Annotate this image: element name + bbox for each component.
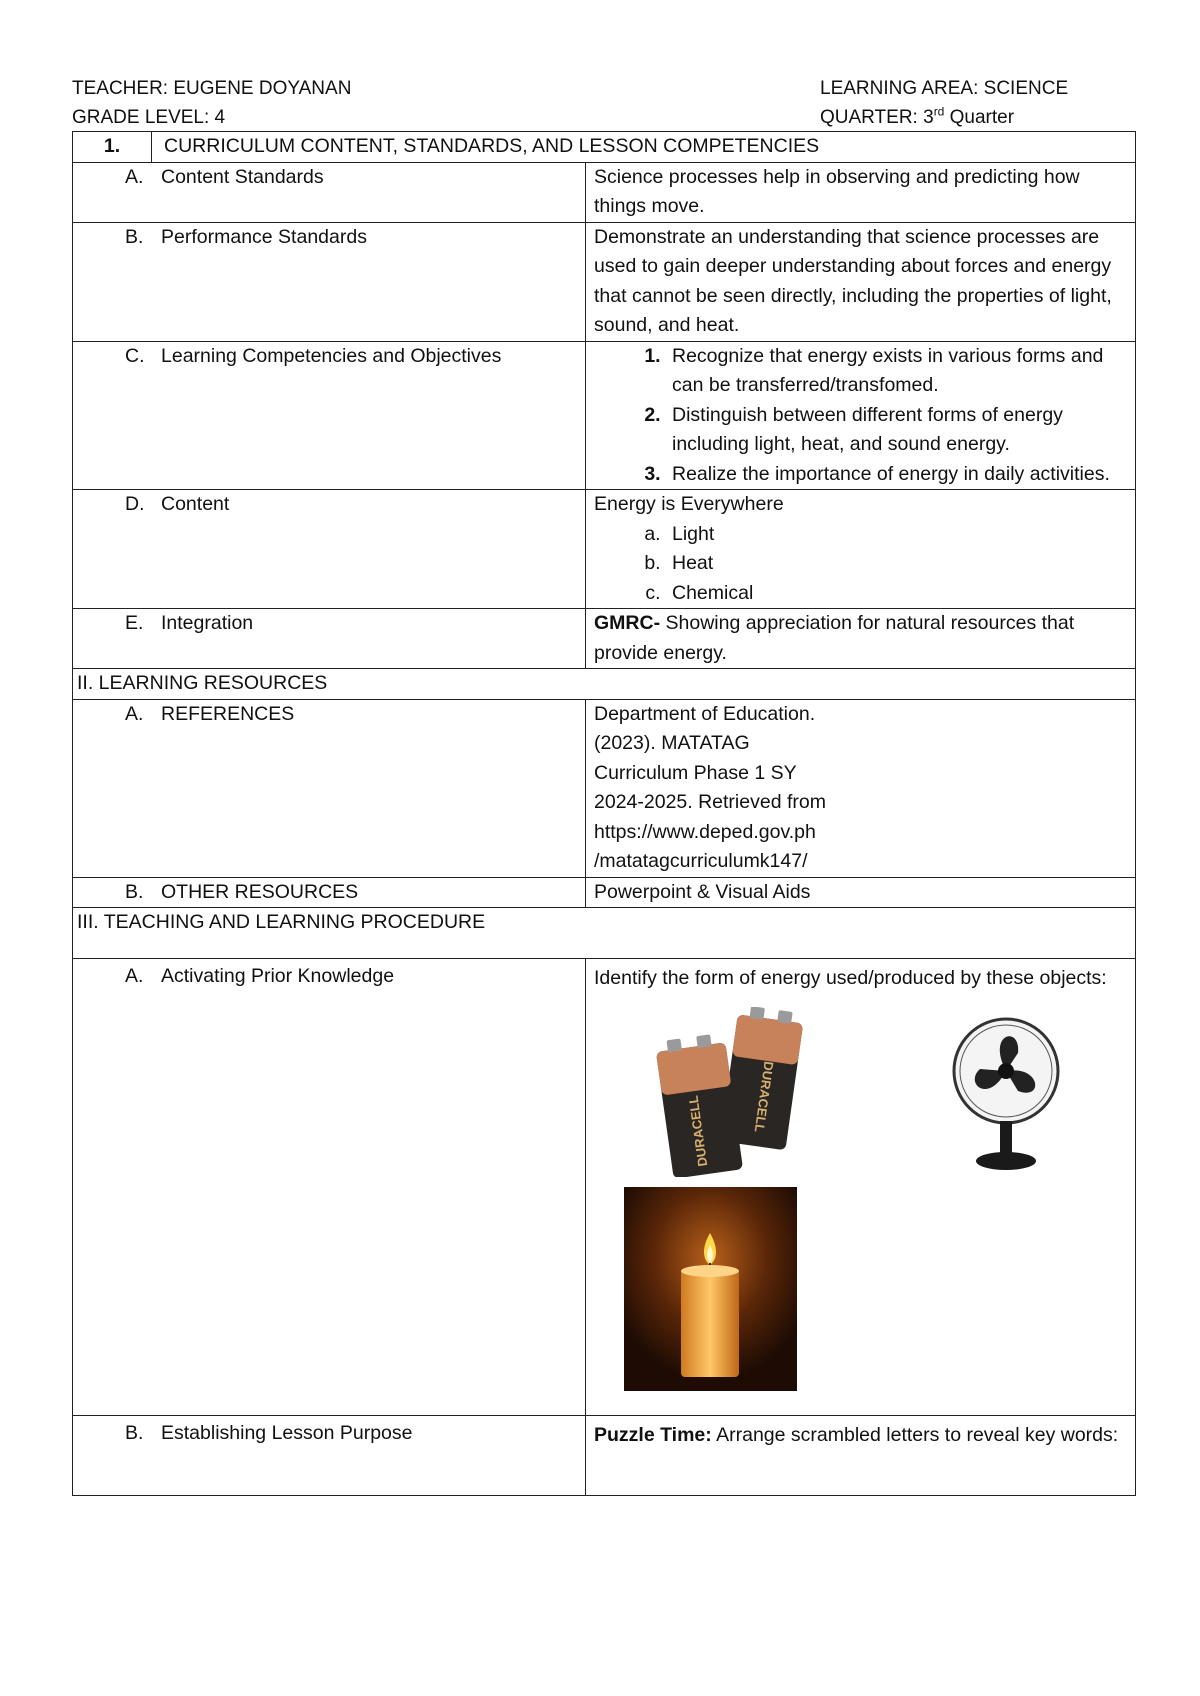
- row-label: Integration: [161, 612, 254, 634]
- section3-header-row: [73, 908, 1136, 959]
- section1-header-row: [73, 132, 1136, 163]
- learning-area-label: LEARNING AREA: SCIENCE: [820, 78, 1069, 99]
- performance-standards-row: [73, 222, 1136, 341]
- objective-item: 2. Distinguish between different forms of energy including light, heat, and sound energy.: [666, 401, 1127, 460]
- section1-title: CURRICULUM CONTENT, STANDARDS, AND LESSON COMPETENCIES: [164, 135, 820, 157]
- reference-line: Curriculum Phase 1 SY: [594, 761, 797, 784]
- row-label: Activating Prior Knowledge: [161, 965, 395, 987]
- lesson-plan-table: [72, 131, 1136, 1496]
- row-letter: B.: [125, 880, 144, 903]
- row-letter: A.: [125, 965, 144, 987]
- other-resources-row: [73, 877, 1136, 908]
- row-label: Establishing Lesson Purpose: [161, 1422, 413, 1444]
- row-letter: B.: [125, 225, 144, 248]
- candle-image: [624, 1187, 797, 1391]
- section3-title: III. TEACHING AND LEARNING PROCEDURE: [73, 908, 1136, 959]
- row-letter: A.: [125, 702, 144, 725]
- row-label: Performance Standards: [161, 225, 367, 248]
- row-label: REFERENCES: [161, 702, 295, 725]
- prior-knowledge-text: Identify the form of energy used/produced by these objects:: [594, 967, 1107, 989]
- reference-line: Department of Education.: [594, 702, 816, 725]
- row-label: Learning Competencies and Objectives: [161, 344, 502, 367]
- content-list: [594, 520, 1127, 609]
- content-item: c. Chemical: [666, 579, 1127, 609]
- reference-link[interactable]: https://www.deped.gov.ph: [594, 820, 816, 843]
- row-letter: D.: [125, 493, 145, 515]
- content-standards-row: [73, 162, 1136, 222]
- prior-knowledge-row: [73, 959, 1136, 1416]
- lesson-purpose-row: [73, 1416, 1136, 1496]
- reference-link[interactable]: /matatagcurriculumk147/: [594, 850, 808, 872]
- quarter-label: QUARTER: 3rd Quarter: [820, 104, 1015, 128]
- battery-image: [636, 1007, 816, 1177]
- section2-header-row: [73, 669, 1136, 700]
- content-item: a. Light: [666, 520, 1127, 550]
- objective-item: 3. Realize the importance of energy in daily activities.: [666, 460, 1127, 490]
- performance-standards-text: Demonstrate an understanding that science processes are used to gain deeper understanding about forces and energy that cannot be seen directly, including the properties of light, sound, and heat.: [586, 222, 1136, 341]
- row-letter: B.: [125, 1422, 144, 1444]
- objectives-list: [594, 342, 1127, 490]
- section1-number: 1.: [73, 132, 152, 162]
- content-row: [73, 490, 1136, 609]
- row-label: Content Standards: [161, 165, 324, 188]
- integration-bold: GMRC-: [594, 612, 661, 634]
- purpose-bold: Puzzle Time:: [594, 1424, 712, 1446]
- references-row: [73, 699, 1136, 877]
- competencies-row: [73, 341, 1136, 490]
- content-item: b. Heat: [666, 549, 1127, 579]
- purpose-text: Arrange scrambled letters to reveal key words:: [711, 1424, 1119, 1446]
- battery-label: DURACELL: [751, 1060, 777, 1134]
- grade-level-label: GRADE LEVEL: 4: [72, 107, 226, 128]
- row-letter: E.: [125, 612, 144, 634]
- electric-fan-image: [946, 1013, 1066, 1173]
- battery-label: DURACELL: [685, 1094, 711, 1168]
- row-label: OTHER RESOURCES: [161, 880, 359, 903]
- content-title: Energy is Everywhere: [594, 493, 784, 515]
- teacher-label: TEACHER: EUGENE DOYANAN: [72, 78, 352, 99]
- other-resources-text: Powerpoint & Visual Aids: [586, 877, 1136, 908]
- row-letter: C.: [125, 344, 145, 367]
- reference-line: (2023). MATATAG: [594, 732, 750, 754]
- row-letter: A.: [125, 165, 144, 188]
- energy-images: [594, 995, 1127, 1415]
- reference-line: 2024-2025. Retrieved from: [594, 791, 826, 813]
- objective-item: 1. Recognize that energy exists in various forms and can be transferred/transfomed.: [666, 342, 1127, 401]
- integration-row: [73, 609, 1136, 669]
- integration-text: Showing appreciation for natural resources that provide energy.: [594, 612, 1075, 664]
- row-label: Content: [161, 493, 230, 515]
- section2-title: II. LEARNING RESOURCES: [73, 669, 1136, 700]
- content-standards-text: Science processes help in observing and predicting how things move.: [586, 162, 1136, 222]
